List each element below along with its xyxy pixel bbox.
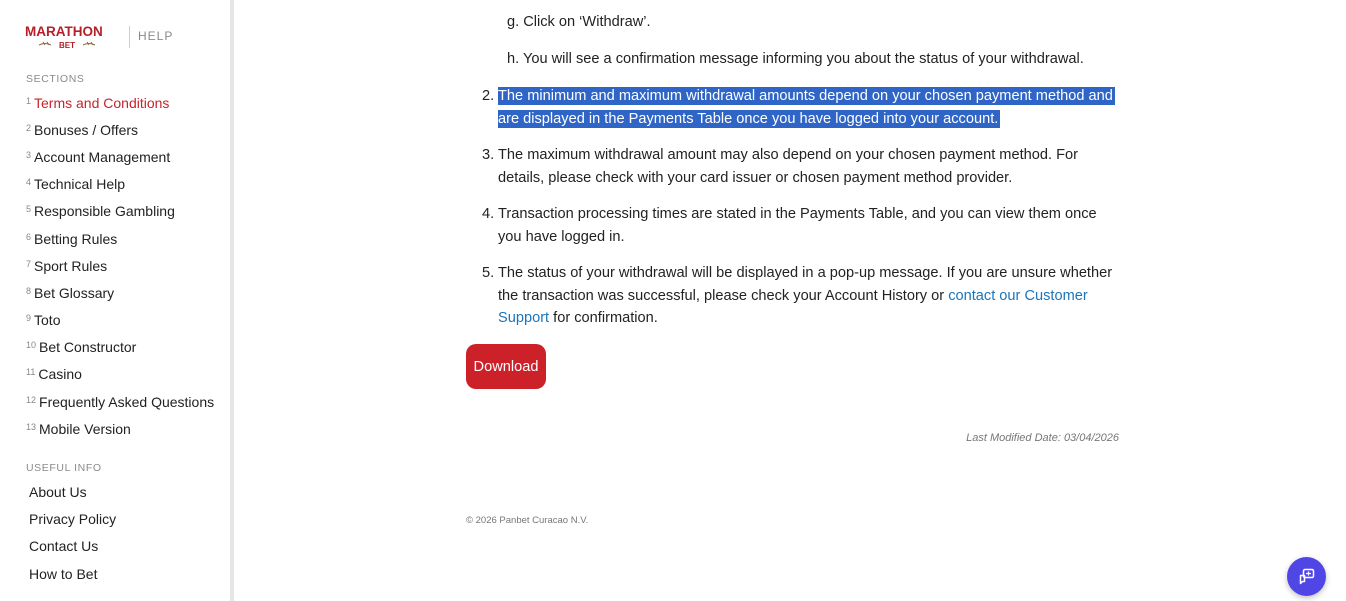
item-number: 1 [26, 95, 32, 106]
item-number: 13 [26, 421, 37, 432]
marathonbet-logo [25, 24, 120, 50]
sidebar-item-label: Terms and Conditions [34, 94, 170, 111]
sidebar-item-toto[interactable] [26, 307, 214, 334]
item-number: 10 [26, 340, 37, 351]
useful-info-title: USEFUL INFO [26, 462, 102, 474]
item-number: 8 [26, 285, 32, 296]
sections-title: SECTIONS [26, 73, 85, 85]
item-number: 5 [26, 204, 32, 215]
logo-divider [129, 26, 130, 48]
sidebar-item-terms-and-conditions[interactable] [26, 89, 214, 116]
copyright: © 2026 Panbet Curacao N.V. [466, 515, 589, 526]
sidebar-item-label: Bet Constructor [39, 339, 137, 356]
sidebar-item-bonuses-offers[interactable] [26, 116, 214, 143]
item-number: 3 [26, 149, 32, 160]
sidebar-item-label: Mobile Version [39, 420, 131, 437]
step-h: h. You will see a confirmation message informing you about the status of your withdrawal. [507, 51, 1084, 67]
sidebar-item-label: Account Management [34, 148, 171, 165]
list-item-text-selected: The minimum and maximum withdrawal amounts depend on your chosen payment method and are displayed in the Payments Table once you have logged into your account. [498, 88, 1113, 127]
item-number: 11 [26, 367, 36, 378]
logo-brand: MARATHON [25, 24, 103, 39]
item-number: 9 [26, 313, 32, 324]
sidebar [0, 0, 234, 601]
list-item-text: Transaction processing times are stated in the Payments Table, and you can view them once you have logged in. [498, 206, 1097, 245]
list-item-text [498, 262, 1118, 330]
item-number: 12 [26, 394, 37, 405]
list-item-number: 4. [482, 206, 495, 222]
list-item-text-start: The status of your withdrawal will be displayed in a pop-up message. If you are unsure whether the transaction was successful, please check your Account History or [498, 265, 1113, 304]
useful-link-how-to-bet[interactable]: How to Bet [29, 565, 98, 582]
contact-support-link[interactable]: contact our Customer Support [498, 287, 1088, 327]
item-number: 6 [26, 231, 32, 242]
sections-nav [26, 89, 214, 442]
sidebar-item-label: Casino [38, 366, 82, 383]
sidebar-item-faq[interactable] [26, 388, 214, 415]
item-number: 4 [26, 177, 32, 188]
list-item-text: The maximum withdrawal amount may also depend on your chosen payment method. For details, please check with your card issuer or chosen payment method provider. [498, 147, 1078, 186]
sidebar-item-sport-rules[interactable] [26, 252, 214, 279]
sidebar-item-bet-constructor[interactable] [26, 334, 214, 361]
sidebar-item-betting-rules[interactable] [26, 225, 214, 252]
help-label: HELP [138, 29, 174, 43]
sidebar-item-mobile-version[interactable] [26, 415, 214, 442]
useful-link-privacy-policy[interactable]: Privacy Policy [29, 511, 117, 528]
sidebar-item-account-management[interactable] [26, 143, 214, 170]
sidebar-item-bet-glossary[interactable] [26, 279, 214, 306]
last-modified-date: Last Modified Date: 03/04/2026 [966, 432, 1119, 444]
sidebar-item-casino[interactable] [26, 361, 214, 388]
sidebar-item-technical-help[interactable] [26, 171, 214, 198]
chat-bubbles-icon [1297, 567, 1317, 587]
sidebar-item-label: Toto [34, 312, 61, 329]
sidebar-item-label: Frequently Asked Questions [39, 393, 215, 410]
item-number: 2 [26, 122, 32, 133]
useful-info-nav [29, 478, 116, 588]
list-item-number: 3. [482, 147, 495, 163]
chat-button[interactable] [1287, 557, 1326, 596]
step-g: g. Click on ‘Withdraw’. [507, 14, 651, 30]
sidebar-item-label: Betting Rules [34, 230, 118, 247]
sidebar-item-label: Responsible Gambling [34, 203, 175, 220]
download-button[interactable]: Download [466, 344, 546, 389]
item-number: 7 [26, 258, 32, 269]
sidebar-item-label: Technical Help [34, 176, 126, 193]
list-item-number: 5. [482, 265, 495, 281]
useful-link-contact-us[interactable]: Contact Us [29, 538, 99, 555]
list-item-text-end: for confirmation. [549, 310, 658, 327]
sidebar-item-label: Bonuses / Offers [34, 121, 139, 138]
sidebar-item-responsible-gambling[interactable] [26, 198, 214, 225]
useful-link-about-us[interactable]: About Us [29, 483, 87, 500]
list-item-number: 2. [482, 88, 495, 104]
sidebar-item-label: Sport Rules [34, 257, 108, 274]
sidebar-item-label: Bet Glossary [34, 284, 115, 301]
logo[interactable] [25, 24, 173, 50]
logo-sub: BET [59, 41, 75, 50]
